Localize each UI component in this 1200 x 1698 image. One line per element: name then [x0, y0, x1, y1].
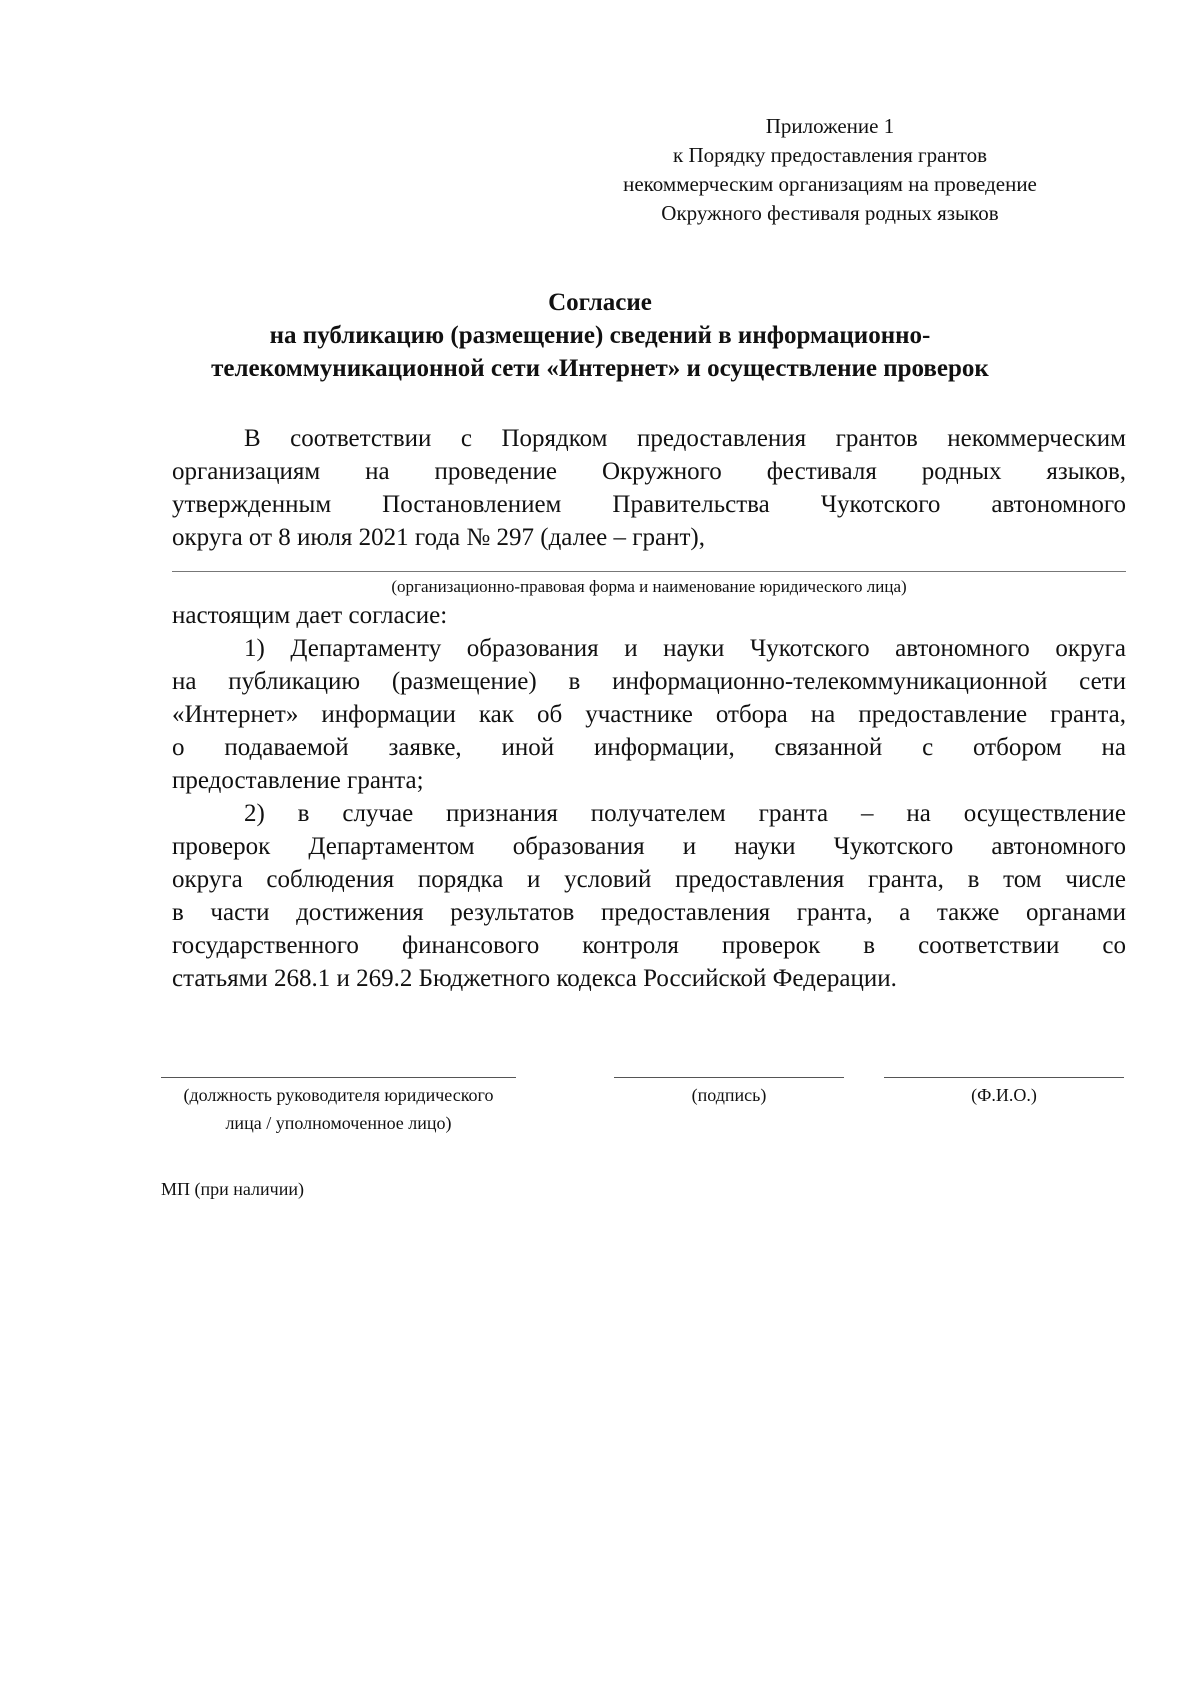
consent-item-line: 2) в случае признания получателем гранта – на осуществление	[244, 800, 1126, 827]
title-line: Согласие	[548, 289, 652, 316]
document-title	[150, 286, 1050, 385]
name-field-line	[884, 1077, 1124, 1078]
intro-line: В соответствии с Порядком предоставления грантов некоммерческим	[244, 425, 1126, 452]
position-caption-line: лица / уполномоченное лицо)	[225, 1113, 452, 1133]
title-line: телекоммуникационной сети «Интернет» и осуществление проверок	[211, 355, 989, 382]
intro-line: округа от 8 июля 2021 года № 297 (далее – грант),	[172, 524, 706, 551]
intro-paragraph	[172, 422, 1126, 554]
consent-item-line: в части достижения результатов предоставления гранта, а также органами	[172, 899, 1126, 926]
consent-item-1	[172, 632, 1126, 797]
consent-item-2	[172, 797, 1126, 995]
appendix-line: некоммерческим организациям на проведение	[623, 172, 1037, 196]
consent-item-line: округа соблюдения порядка и условий предоставления гранта, в том числе	[172, 866, 1126, 893]
org-name-field-caption: (организационно-правовая форма и наименование юридического лица)	[391, 577, 907, 596]
consent-item-line: на публикацию (размещение) в информационно-телекоммуникационной сети	[172, 668, 1126, 695]
position-field-caption	[161, 1081, 516, 1137]
position-caption-line: (должность руководителя юридического	[183, 1085, 494, 1105]
appendix-header	[560, 112, 1100, 228]
consent-item-line: проверок Департаментом образования и науки Чукотского автономного	[172, 833, 1126, 860]
title-line: на публикацию (размещение) сведений в информационно-	[269, 322, 931, 349]
consent-lead: настоящим дает согласие:	[172, 602, 448, 629]
signature-field-caption: (подпись)	[691, 1085, 767, 1105]
intro-line: организациям на проведение Окружного фестиваля родных языков,	[172, 458, 1126, 485]
signature-field-line	[614, 1077, 844, 1078]
consent-item-line: государственного финансового контроля проверок в соответствии со	[172, 932, 1126, 959]
intro-line: утвержденным Постановлением Правительства Чукотского автономного	[172, 491, 1126, 518]
appendix-line: Приложение 1	[765, 114, 895, 138]
consent-item-line: о подаваемой заявке, иной информации, связанной с отбором на	[172, 734, 1126, 761]
consent-section	[172, 599, 1126, 995]
stamp-label: МП (при наличии)	[161, 1179, 304, 1199]
consent-item-line: статьями 268.1 и 269.2 Бюджетного кодекса Российской Федерации.	[172, 965, 897, 992]
consent-item-line: 1) Департаменту образования и науки Чукотского автономного округа	[244, 635, 1126, 662]
name-field-caption: (Ф.И.О.)	[971, 1085, 1037, 1105]
appendix-line: к Порядку предоставления грантов	[673, 143, 987, 167]
consent-item-line: предоставление гранта;	[172, 767, 424, 794]
position-field-line	[161, 1077, 516, 1078]
consent-item-line: «Интернет» информации как об участнике отбора на предоставление гранта,	[172, 701, 1126, 728]
appendix-line: Окружного фестиваля родных языков	[661, 201, 999, 225]
org-name-field-line	[172, 571, 1126, 572]
